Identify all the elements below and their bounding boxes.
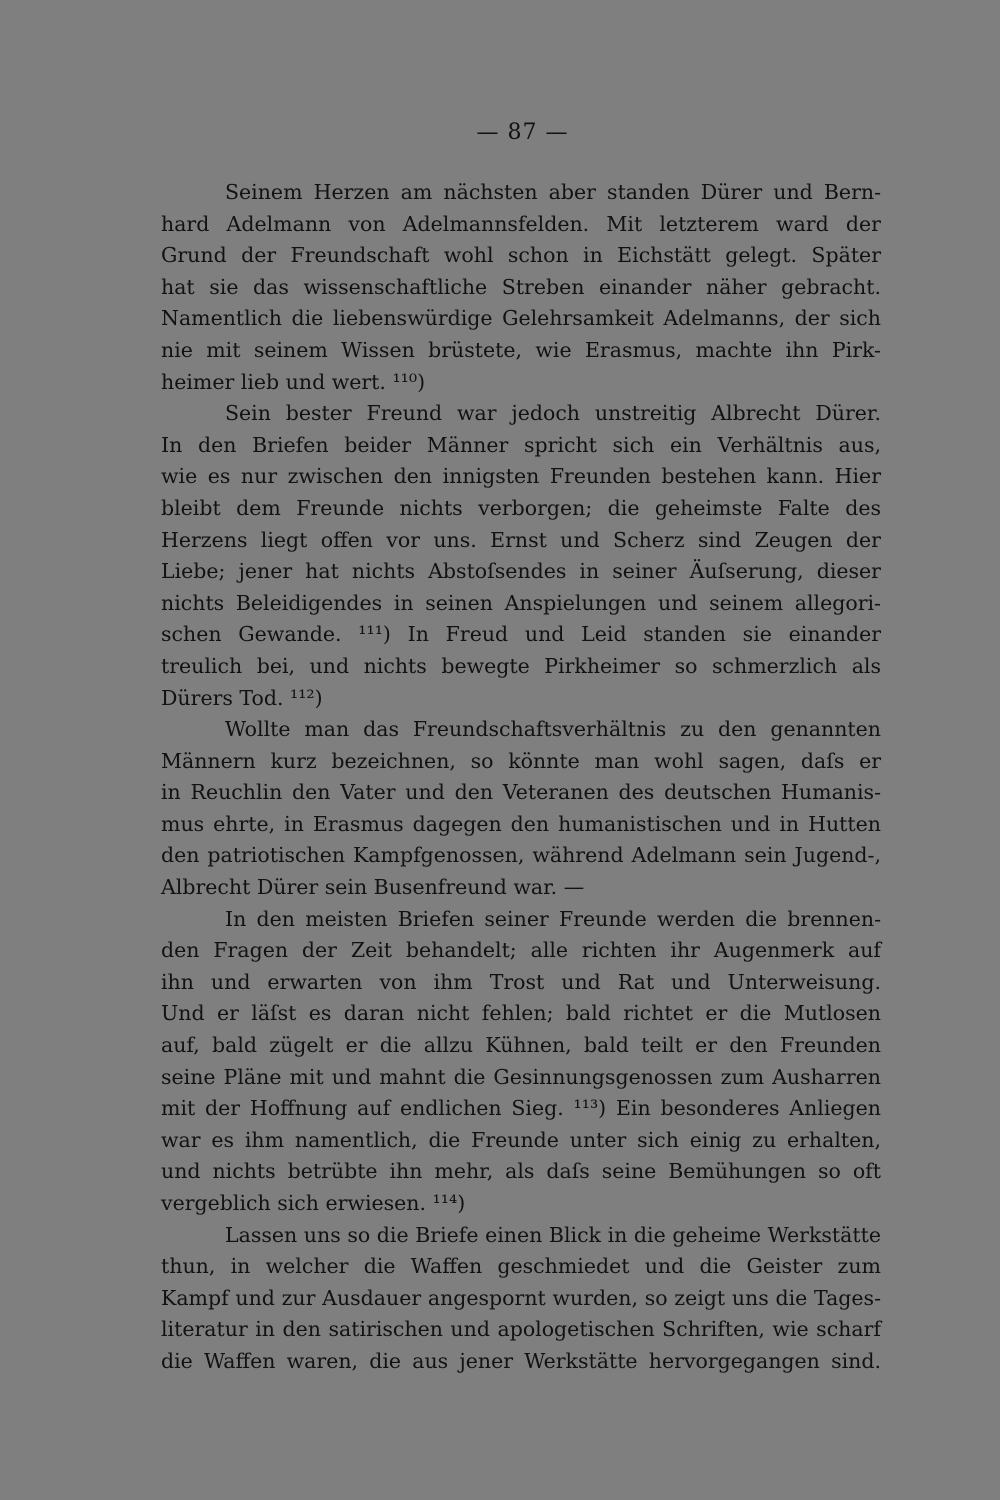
text-line: heimer lieb und wert. ¹¹⁰) <box>161 369 426 394</box>
text-line: auf, bald zügelt er die allzu Kühnen, bald teilt er den Freunden <box>161 1033 881 1058</box>
text-line: Und er läſst es daran nicht fehlen; bald richtet er die Mutlosen <box>161 1001 881 1026</box>
text-line: hat sie das wissenschaftliche Streben einander näher gebracht. <box>161 274 881 299</box>
text-line: in Reuchlin den Vater und den Veteranen des deutschen Humanis- <box>161 780 881 805</box>
text-line: thun, in welcher die Waffen geschmiedet und die Geister zum <box>161 1254 881 1279</box>
body-text <box>161 177 881 1378</box>
text-line: Lassen uns so die Briefe einen Blick in die geheime Werkstätte <box>225 1222 881 1247</box>
text-line: nie mit seinem Wissen brüstete, wie Erasmus, machte ihn Pirk- <box>161 337 881 362</box>
text-line: In den meisten Briefen seiner Freunde werden die brennen- <box>225 906 881 931</box>
text-line: Seinem Herzen am nächsten aber standen Dürer und Bern- <box>225 180 881 204</box>
text-line: Albrecht Dürer sein Busenfreund war. — <box>161 875 585 900</box>
page-number: — 87 — <box>476 120 569 145</box>
text-line: Wollte man das Freundschaftsverhältnis zu den genannten <box>225 717 881 742</box>
text-line: vergeblich sich erwiesen. ¹¹⁴) <box>161 1191 466 1215</box>
text-line: literatur in den satirischen und apologetischen Schriften, wie scharf <box>161 1317 881 1342</box>
text-line: Liebe; jener hat nichts Abstoſsendes in seiner Äuſserung, dieser <box>161 559 881 584</box>
text-line: Dürers Tod. ¹¹²) <box>161 685 323 710</box>
text-line: treulich bei, und nichts bewegte Pirkheimer so schmerzlich als <box>161 653 881 678</box>
text-line: bleibt dem Freunde nichts verborgen; die geheimste Falte des <box>161 495 881 520</box>
text-line: mit der Hoffnung auf endlichen Sieg. ¹¹³) Ein besonderes Anliegen <box>161 1096 881 1121</box>
text-line: ihn und erwarten von ihm Trost und Rat und Unterweisung. <box>161 969 881 994</box>
text-line: den Fragen der Zeit behandelt; alle richten ihr Augenmerk auf <box>161 938 881 963</box>
text-line: Kampf und zur Ausdauer angespornt wurden, so zeigt uns die Tages- <box>161 1285 881 1310</box>
text-line: war es ihm namentlich, die Freunde unter sich einig zu erhalten, <box>161 1127 881 1152</box>
text-line: Sein bester Freund war jedoch unstreitig Albrecht Dürer. <box>225 401 881 426</box>
text-line: Männern kurz bezeichnen, so könnte man wohl sagen, daſs er <box>161 748 881 773</box>
text-line: Herzens liegt offen vor uns. Ernst und Scherz sind Zeugen der <box>161 527 881 552</box>
text-line: mus ehrte, in Erasmus dagegen den humanistischen und in Hutten <box>161 811 881 836</box>
text-line: schen Gewande. ¹¹¹) In Freud und Leid standen sie einander <box>161 622 881 647</box>
text-line: In den Briefen beider Männer spricht sich ein Verhältnis aus, <box>161 432 881 457</box>
text-line: den patriotischen Kampfgenossen, während Adelmann sein Jugend-, <box>161 843 881 868</box>
text-line: und nichts betrübte ihn mehr, als daſs seine Bemühungen so oft <box>161 1159 881 1184</box>
text-line: Grund der Freundschaft wohl schon in Eichstätt gelegt. Später <box>161 243 881 268</box>
text-line: die Waffen waren, die aus jener Werkstätte hervorgegangen sind. <box>161 1348 881 1373</box>
text-line: Namentlich die liebenswürdige Gelehrsamkeit Adelmanns, der sich <box>161 306 881 331</box>
text-line: wie es nur zwischen den innigsten Freunden bestehen kann. Hier <box>161 464 881 489</box>
text-line: seine Pläne mit und mahnt die Gesinnungsgenossen zum Ausharren <box>161 1064 881 1089</box>
text-line: hard Adelmann von Adelmannsfelden. Mit letzterem ward der <box>161 211 881 236</box>
text-line: nichts Beleidigendes in seinen Anspielungen und seinem allegori- <box>161 590 881 615</box>
